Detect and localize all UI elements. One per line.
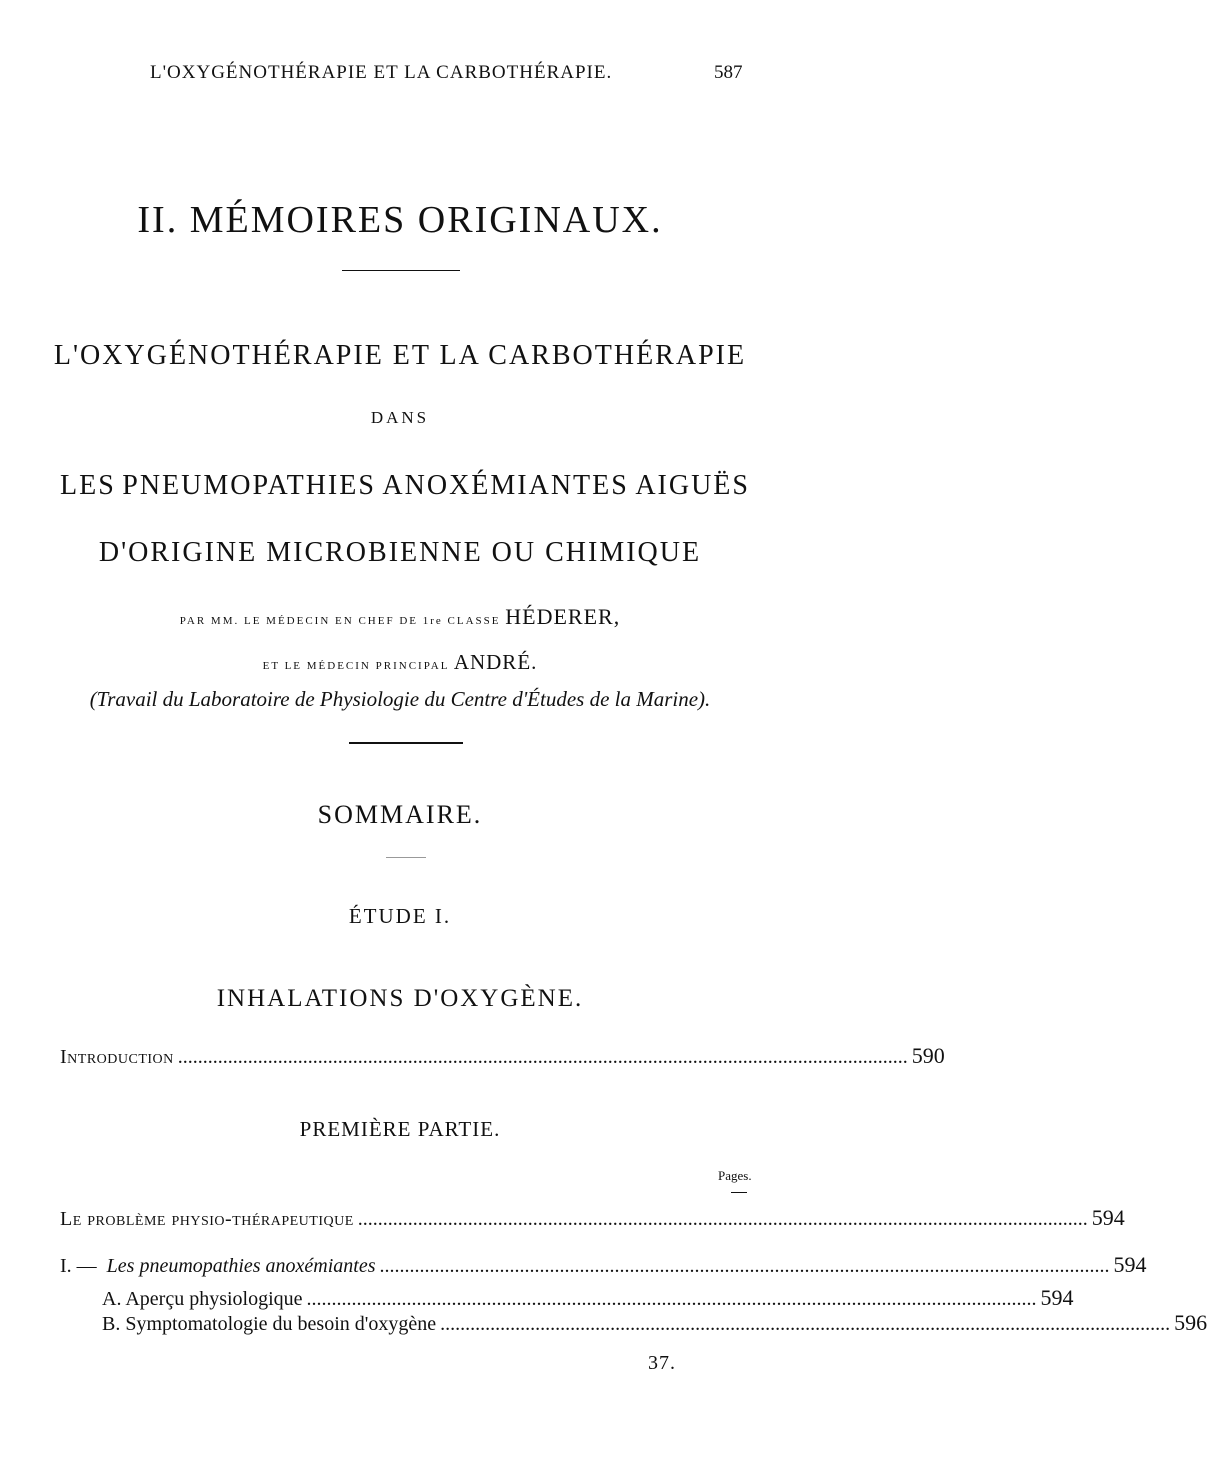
toc-leader: .................................................................................................................................................. <box>440 1313 1171 1335</box>
page-number: 587 <box>714 62 743 83</box>
toc-leader: .................................................................................................................................................. <box>379 1255 1110 1277</box>
byline-text: PAR MM. LE MÉDECIN EN CHEF DE 1re CLASSE <box>179 615 501 627</box>
title-word: PNEUMOPATHIES <box>122 470 376 501</box>
divider-rule <box>342 270 460 271</box>
summary-heading: SOMMAIRE. <box>317 800 483 829</box>
toc-leader: .................................................................................................................................................. <box>357 1208 1088 1230</box>
author-name: ANDRÉ. <box>453 650 538 674</box>
toc-entry[interactable] <box>60 1205 1125 1231</box>
affiliation: (Travail du Laboratoire de Physiologie du Centre d'Études de la Marine). <box>89 687 711 711</box>
section-title: II. MÉMOIRES ORIGINAUX. <box>137 199 663 241</box>
divider-rule <box>386 857 426 858</box>
article-title-line-2: DANS <box>370 408 430 427</box>
title-word: AIGUËS <box>635 470 750 501</box>
title-word: LES <box>60 470 116 501</box>
toc-label: Les pneumopathies anoxémiantes <box>106 1255 376 1277</box>
byline-first-author <box>0 604 800 630</box>
toc-entry[interactable] <box>60 1252 1147 1278</box>
toc-leader: .................................................................................................................................................. <box>306 1288 1037 1310</box>
toc-label: Introduction <box>60 1046 174 1068</box>
toc-number: I. — <box>60 1255 97 1277</box>
toc-entry[interactable] <box>102 1285 1074 1311</box>
toc-page: 596 <box>1174 1310 1207 1335</box>
title-word: ANOXÉMIANTES <box>382 470 629 501</box>
article-title-line-4: D'ORIGINE MICROBIENNE OU CHIMIQUE <box>98 537 702 568</box>
running-title: L'OXYGÉNOTHÉRAPIE ET LA CARBOTHÉRAPIE. <box>150 62 613 83</box>
toc-label: B. Symptomatologie du besoin d'oxygène <box>102 1313 437 1335</box>
toc-page: 594 <box>1113 1252 1147 1277</box>
article-title-line-3 <box>60 470 750 502</box>
byline-second-author <box>0 650 800 675</box>
author-name: HÉDERER, <box>505 604 621 629</box>
toc-label: A. Aperçu physiologique <box>102 1288 303 1310</box>
toc-entry[interactable] <box>102 1310 1207 1336</box>
part-title: PREMIÈRE PARTIE. <box>299 1117 501 1141</box>
pages-rule <box>731 1192 747 1193</box>
study-heading: ÉTUDE I. <box>348 904 452 928</box>
divider-rule <box>349 742 463 744</box>
toc-page: 594 <box>1040 1285 1074 1310</box>
signature-mark: 37. <box>648 1352 676 1374</box>
pages-column-label: Pages. <box>718 1168 752 1183</box>
byline-text: ET LE MÉDECIN PRINCIPAL <box>262 660 450 672</box>
study-title: INHALATIONS D'OXYGÈNE. <box>216 985 584 1012</box>
toc-page: 590 <box>911 1043 945 1068</box>
toc-page: 594 <box>1091 1205 1125 1230</box>
toc-leader: .................................................................................................................................................. <box>177 1046 908 1068</box>
toc-entry-introduction[interactable] <box>60 1043 945 1069</box>
article-title-line-1: L'OXYGÉNOTHÉRAPIE ET LA CARBOTHÉRAPIE <box>53 340 747 371</box>
toc-label: Le problème physio-thérapeutique <box>60 1208 354 1230</box>
